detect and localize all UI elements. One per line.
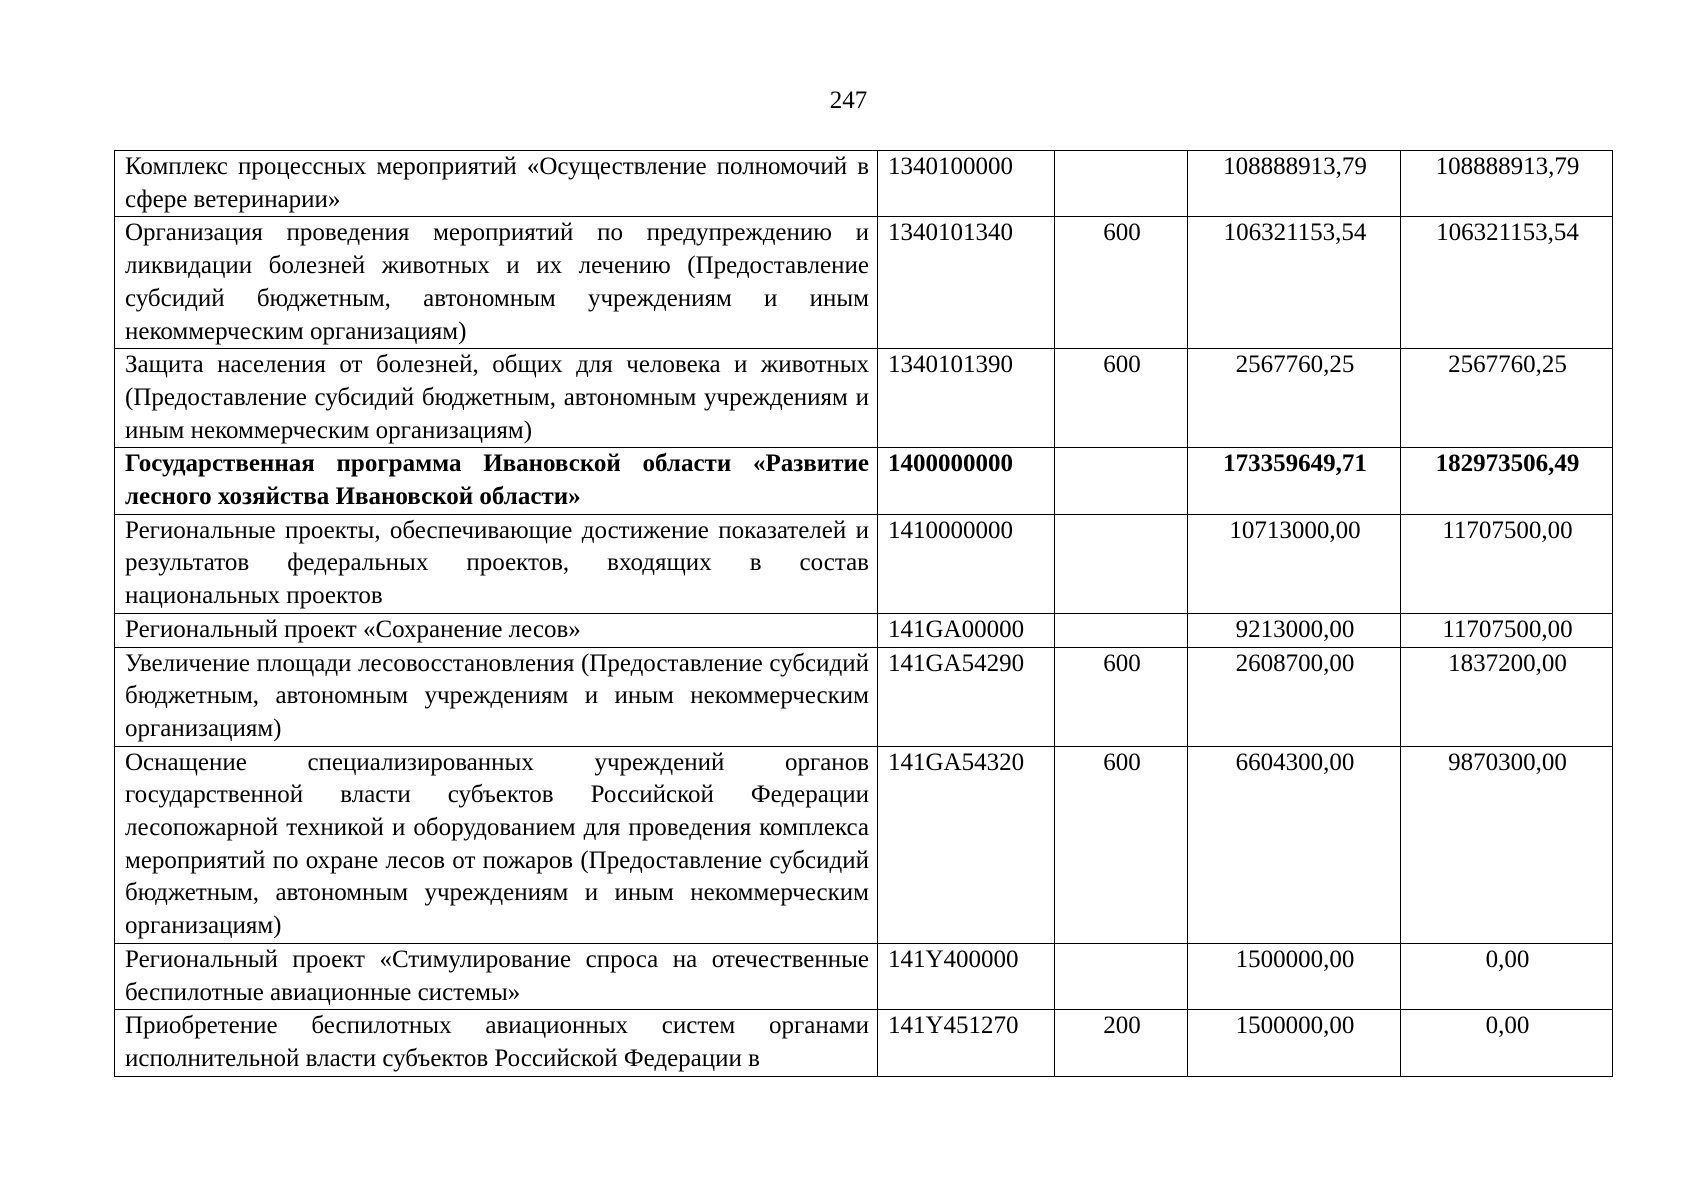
table-row	[115, 943, 1613, 1009]
row-name-cell: Региональный проект «Стимулирование спроса на отечественные беспилотные авиационные системы»	[115, 943, 878, 1009]
row-code-cell: 1340101390	[878, 349, 1055, 448]
row-year1-cell: 106321153,54	[1188, 217, 1401, 349]
row-year1-cell: 108888913,79	[1188, 151, 1401, 217]
table-row	[115, 1010, 1613, 1076]
row-year2-cell: 0,00	[1401, 1010, 1613, 1076]
row-type-cell	[1055, 514, 1188, 613]
row-year1-cell: 2608700,00	[1188, 647, 1401, 746]
table-row-program	[115, 448, 1613, 514]
page-number: 247	[829, 87, 868, 114]
table-row	[115, 217, 1613, 349]
row-name-cell: Региональный проект «Сохранение лесов»	[115, 613, 878, 647]
row-name-cell: Государственная программа Ивановской области «Развитие лесного хозяйства Ивановской области»	[115, 448, 878, 514]
row-code-cell: 141GA54290	[878, 647, 1055, 746]
row-year2-cell: 1837200,00	[1401, 647, 1613, 746]
row-type-cell: 200	[1055, 1010, 1188, 1076]
row-code-cell: 141Y451270	[878, 1010, 1055, 1076]
row-type-cell	[1055, 613, 1188, 647]
table-row	[115, 613, 1613, 647]
row-code-cell: 1340100000	[878, 151, 1055, 217]
budget-table	[114, 150, 1613, 1077]
row-code-cell: 1340101340	[878, 217, 1055, 349]
row-year1-cell: 173359649,71	[1188, 448, 1401, 514]
row-year1-cell: 1500000,00	[1188, 943, 1401, 1009]
row-type-cell	[1055, 943, 1188, 1009]
table-row	[115, 746, 1613, 943]
row-code-cell: 1400000000	[878, 448, 1055, 514]
row-code-cell: 141GA00000	[878, 613, 1055, 647]
row-year2-cell: 0,00	[1401, 943, 1613, 1009]
row-year1-cell: 2567760,25	[1188, 349, 1401, 448]
row-code-cell: 1410000000	[878, 514, 1055, 613]
row-year2-cell: 2567760,25	[1401, 349, 1613, 448]
row-year2-cell: 182973506,49	[1401, 448, 1613, 514]
row-year2-cell: 11707500,00	[1401, 514, 1613, 613]
row-year2-cell: 9870300,00	[1401, 746, 1613, 943]
table-row	[115, 647, 1613, 746]
row-name-cell: Комплекс процессных мероприятий «Осуществление полномочий в сфере ветеринарии»	[115, 151, 878, 217]
row-type-cell: 600	[1055, 217, 1188, 349]
row-year1-cell: 1500000,00	[1188, 1010, 1401, 1076]
row-year2-cell: 11707500,00	[1401, 613, 1613, 647]
row-name-cell: Оснащение специализированных учреждений органов государственной власти субъектов Российской Федерации лесопожарной техникой и оборудованием для проведения комплекса мероприятий по охране лесов от пожаров (Предоставление субсидий бюджетным, автономным учреждениям и иным некоммерческим организациям)	[115, 746, 878, 943]
row-year2-cell: 106321153,54	[1401, 217, 1613, 349]
row-name-cell: Организация проведения мероприятий по предупреждению и ликвидации болезней животных и их лечению (Предоставление субсидий бюджетным, автономным учреждениям и иным некоммерческим организациям)	[115, 217, 878, 349]
row-type-cell: 600	[1055, 647, 1188, 746]
table-row	[115, 151, 1613, 217]
row-code-cell: 141GA54320	[878, 746, 1055, 943]
row-year1-cell: 9213000,00	[1188, 613, 1401, 647]
row-year2-cell: 108888913,79	[1401, 151, 1613, 217]
row-code-cell: 141Y400000	[878, 943, 1055, 1009]
row-type-cell	[1055, 448, 1188, 514]
row-type-cell: 600	[1055, 349, 1188, 448]
row-year1-cell: 6604300,00	[1188, 746, 1401, 943]
row-year1-cell: 10713000,00	[1188, 514, 1401, 613]
table-row	[115, 349, 1613, 448]
row-name-cell: Увеличение площади лесовосстановления (Предоставление субсидий бюджетным, автономным учреждениям и иным некоммерческим организациям)	[115, 647, 878, 746]
row-name-cell: Защита населения от болезней, общих для человека и животных (Предоставление субсидий бюджетным, автономным учреждениям и иным некоммерческим организациям)	[115, 349, 878, 448]
row-name-cell: Региональные проекты, обеспечивающие достижение показателей и результатов федеральных проектов, входящих в состав национальных проектов	[115, 514, 878, 613]
table-row	[115, 514, 1613, 613]
row-name-cell: Приобретение беспилотных авиационных систем органами исполнительной власти субъектов Российской Федерации в	[115, 1010, 878, 1076]
row-type-cell	[1055, 151, 1188, 217]
row-type-cell: 600	[1055, 746, 1188, 943]
